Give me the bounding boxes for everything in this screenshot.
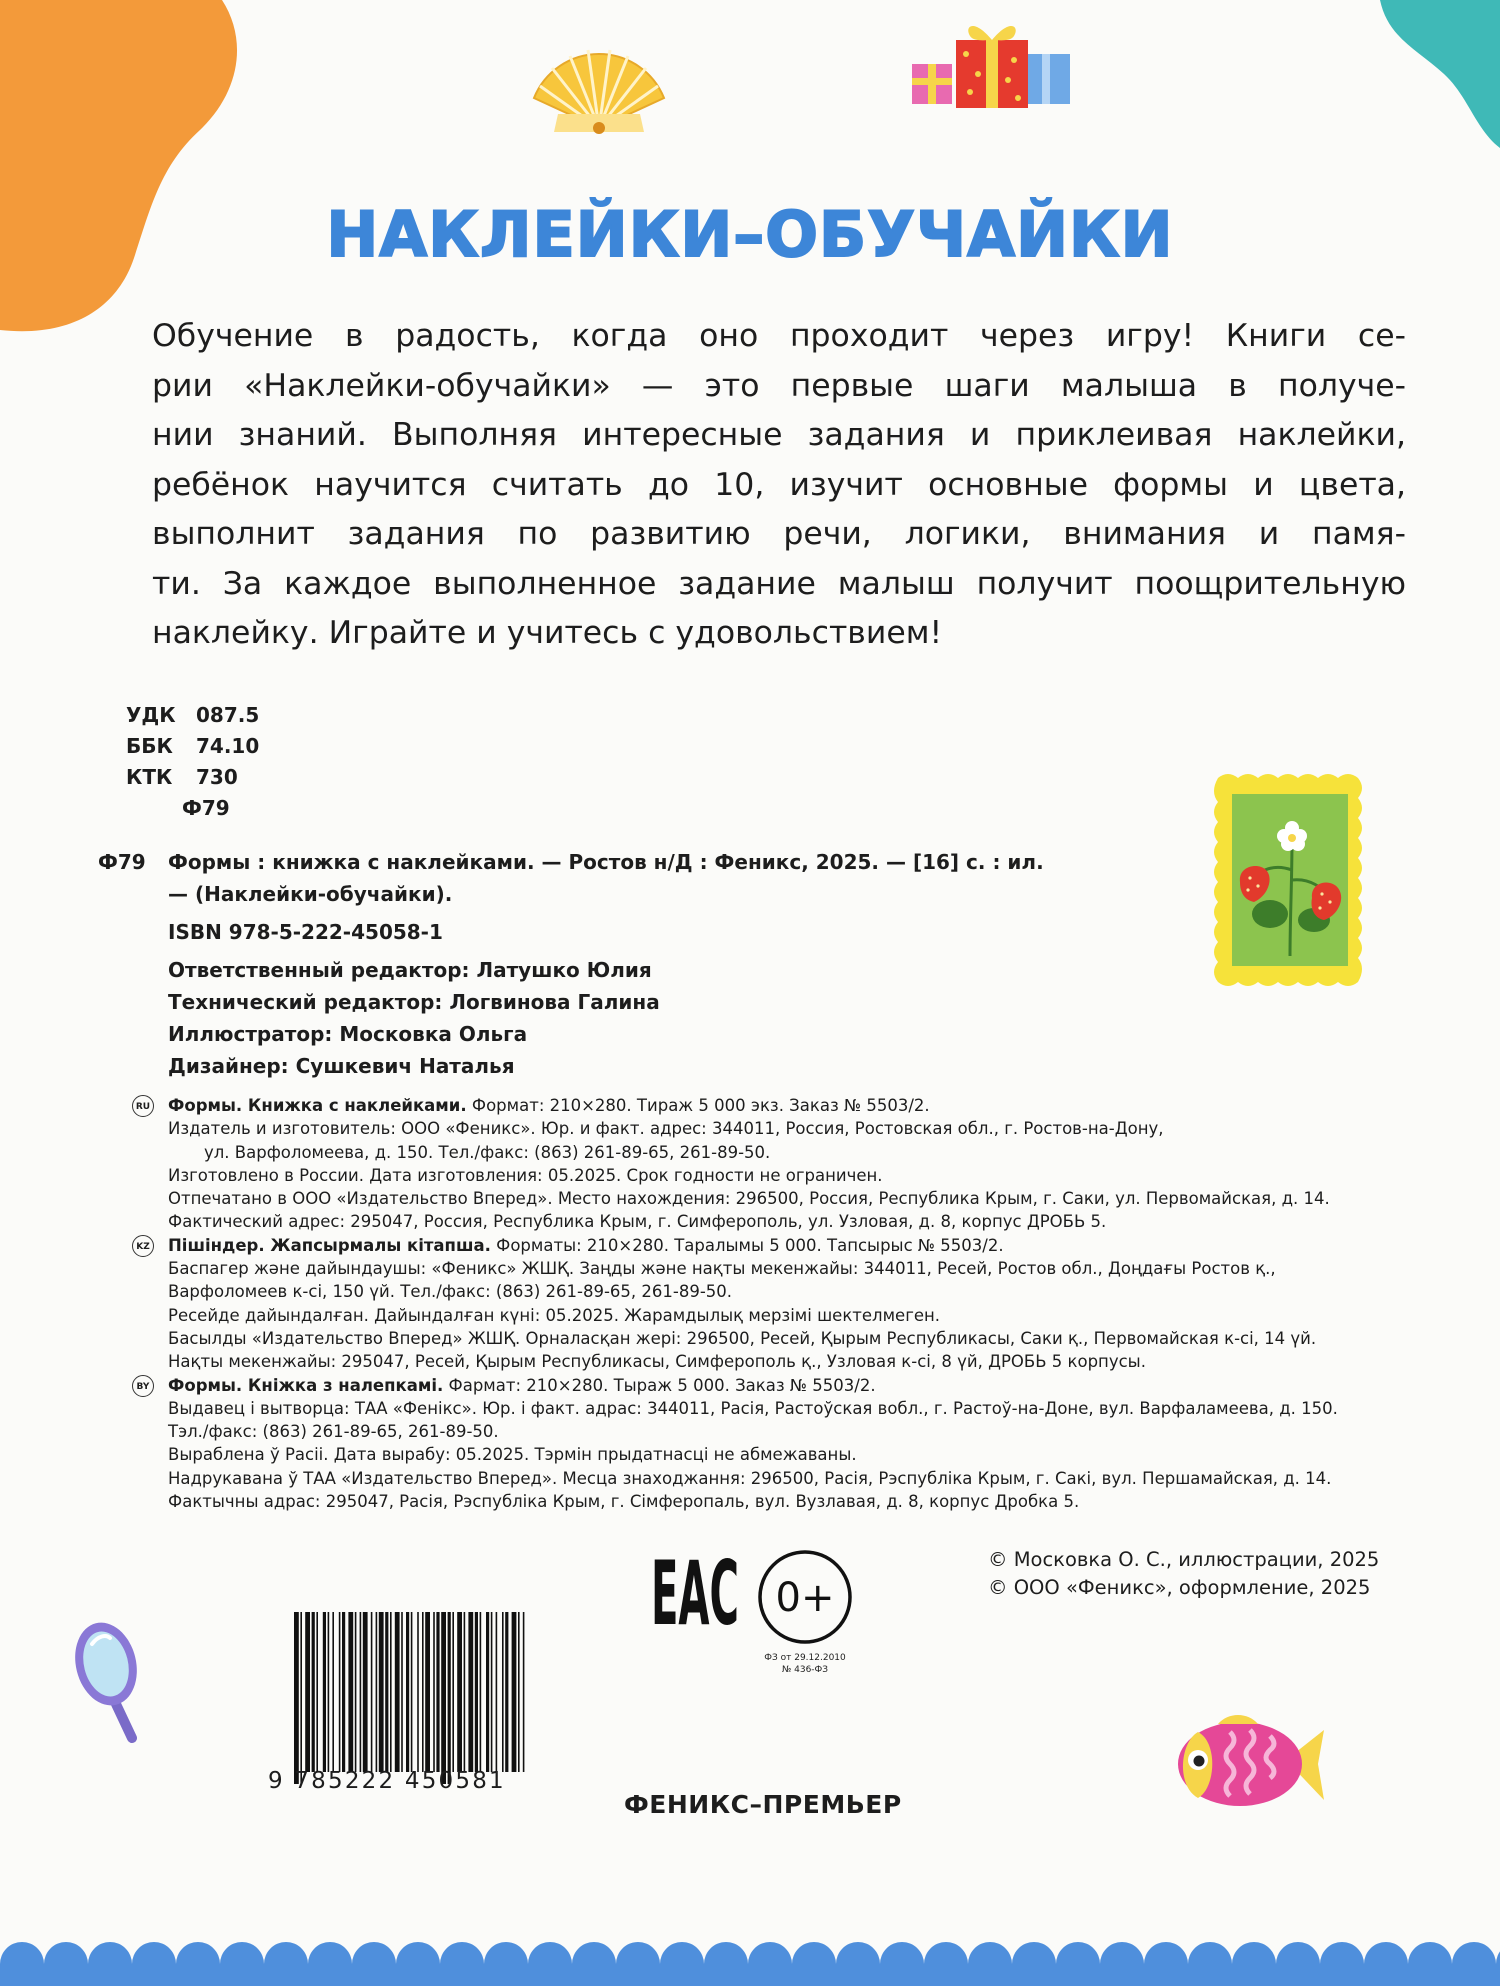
language-badge-ru: RU bbox=[132, 1095, 154, 1117]
imprint-line: Издатель и изготовитель: ООО «Феникс». Юр. и факт. адрес: 344011, Россия, Ростовская обл., г. Ростов-на-Дону, bbox=[168, 1119, 1164, 1139]
imprint-line: Ресейде дайындалған. Дайындалған күні: 05.2025. Жарамдылық мерзімі шектелмеген. bbox=[168, 1305, 941, 1325]
imprint-line: ул. Варфоломеева, д. 150. Тел./факс: (863) 261-89-65, 261-89-50. bbox=[204, 1142, 771, 1162]
ktk-label: КТК bbox=[126, 765, 173, 789]
isbn-barcode bbox=[292, 1612, 528, 1792]
udk-value: 087.5 bbox=[196, 703, 260, 727]
bbk-value: 74.10 bbox=[196, 734, 260, 758]
age-rating-text: 0+ bbox=[775, 1575, 835, 1621]
imprint-title: Формы. Книжка с наклейками. bbox=[168, 1096, 467, 1115]
publisher-logo: ФЕНИКС–ПРЕМЬЕР bbox=[624, 1790, 902, 1819]
hand-mirror-icon bbox=[70, 1614, 150, 1746]
description-line: наклейку. Играйте и учитесь с удовольствием! bbox=[152, 615, 943, 651]
imprint-line: Нақты мекенжайы: 295047, Ресей, Қырым Республикасы, Симферополь қ., Узловая к-сі, 8 үй, ДРОБЬ 5 корпусы. bbox=[168, 1352, 1146, 1372]
biblio-line: Формы : книжка с наклейками. — Ростов н/Д : Феникс, 2025. — [16] с. : ил. bbox=[168, 850, 1044, 874]
bibliographic-record bbox=[98, 846, 1058, 948]
imprint-line: Отпечатано в ООО «Издательство Вперед». Место нахождения: 296500, Россия, Республика Крым, г. Саки, ул. Первомайская, д. 14. bbox=[168, 1189, 1330, 1209]
law-note-line: ФЗ от 29.12.2010 bbox=[764, 1653, 846, 1663]
teal-blob-decoration bbox=[1380, 0, 1500, 150]
bbk-label: ББК bbox=[126, 734, 173, 758]
description-line: рии «Наклейки-обучайки» — это первые шаги малыша в получе- bbox=[152, 367, 1406, 404]
imprint-block bbox=[135, 1094, 1388, 1513]
copyright-notice bbox=[988, 1546, 1379, 1602]
imprint-line: Изготовлено в России. Дата изготовления: 05.2025. Срок годности не ограничен. bbox=[168, 1165, 883, 1185]
imprint-line: Баспагер және дайындаушы: «Феникс» ЖШҚ. Заңды және нақты мекенжайы: 344011, Ресей, Ростов обл., Доңдағы Ростов қ., bbox=[168, 1259, 1276, 1279]
orange-blob-decoration bbox=[0, 0, 260, 340]
imprint-line: Фактычны адрас: 295047, Расія, Рэспубліка Крым, г. Сімферопаль, вул. Вузлавая, д. 8, корпус Дробка 5. bbox=[168, 1492, 1080, 1512]
imprint-line: Выдавец і вытворца: ТАА «Фенікс». Юр. і факт. адрас: 344011, Расія, Растоўская вобл., г. Растоў-на-Доне, вул. Варфаламеева, д. 150. bbox=[168, 1398, 1338, 1418]
series-title: НАКЛЕЙКИ–ОБУЧАЙКИ bbox=[326, 198, 1174, 271]
imprint-line: Тэл./факс: (863) 261-89-65, 261-89-50. bbox=[168, 1422, 499, 1442]
isbn: ISBN 978-5-222-45058-1 bbox=[168, 920, 443, 944]
credit-line: Технический редактор: Логвинова Галина bbox=[168, 990, 660, 1014]
gift-boxes-icon bbox=[908, 14, 1076, 110]
biblio-line: — (Наклейки-обучайки). bbox=[168, 882, 453, 906]
barcode-digits: 9 785222 450581 bbox=[268, 1768, 506, 1794]
imprint-ru bbox=[135, 1094, 1388, 1234]
language-badge-by: BY bbox=[132, 1375, 154, 1397]
credit-line: Иллюстратор: Московка Ольга bbox=[168, 1022, 528, 1046]
eac-mark: ЕАС bbox=[651, 1546, 739, 1632]
imprint-line: Варфоломеев к-сі, 150 үй. Тел./факс: (863) 261-89-65, 261-89-50. bbox=[168, 1282, 733, 1302]
imprint-title-rest: Формат: 210×280. Тираж 5 000 экз. Заказ № 5503/2. bbox=[466, 1096, 930, 1115]
imprint-title-rest: Форматы: 210×280. Таралымы 5 000. Тапсырыс № 5503/2. bbox=[490, 1235, 1004, 1255]
copyright-line: © ООО «Феникс», оформление, 2025 bbox=[988, 1576, 1371, 1599]
description-line: ребёнок научится считать до 10, изучит основные формы и цвета, bbox=[152, 466, 1406, 503]
strawberry-stamp-icon bbox=[1210, 770, 1370, 990]
description-line: нии знаний. Выполняя интересные задания и приклеивая наклейки, bbox=[152, 417, 1406, 453]
imprint-title: Пішіндер. Жапсырмалы кітапша. bbox=[168, 1235, 491, 1255]
imprint-line: Фактический адрес: 295047, Россия, Республика Крым, г. Симферополь, ул. Узловая, д. 8, корпус ДРОБЬ 5. bbox=[168, 1212, 1107, 1232]
credit-line: Ответственный редактор: Латушко Юлия bbox=[168, 958, 652, 982]
udk-label: УДК bbox=[126, 703, 176, 727]
credit-line: Дизайнер: Сушкевич Наталья bbox=[168, 1054, 515, 1078]
imprint-title-rest: Фармат: 210×280. Тыраж 5 000. Заказ № 5503/2. bbox=[443, 1375, 876, 1395]
biblio-mark: Ф79 bbox=[98, 850, 146, 874]
credits bbox=[168, 954, 660, 1082]
law-note-line: № 436-ФЗ bbox=[781, 1665, 829, 1675]
copyright-line: © Московка О. С., иллюстрации, 2025 bbox=[988, 1548, 1380, 1571]
description-line: Обучение в радость, когда оно проходит через игру! Книги се- bbox=[152, 318, 1406, 354]
scalloped-border-decoration bbox=[0, 1934, 1500, 1986]
series-description bbox=[152, 312, 1406, 659]
description-line: выполнит задания по развитию речи, логики, внимания и памя- bbox=[152, 516, 1406, 552]
fish-icon bbox=[1168, 1708, 1328, 1818]
classification-codes bbox=[126, 700, 259, 824]
imprint-line: Выраблена ў Расіі. Дата вырабу: 05.2025. Тэрмін прыдатнасці не абмежаваны. bbox=[168, 1445, 857, 1465]
imprint-line: Басылды «Издательство Вперед» ЖШҚ. Орналасқан жері: 296500, Ресей, Қырым Республикасы, Саки қ., Первомайская к-сі, 14 үй. bbox=[168, 1328, 1317, 1348]
eac-mark-icon bbox=[650, 1546, 740, 1632]
age-rating-badge bbox=[756, 1548, 854, 1646]
description-line: ти. За каждое выполненное задание малыш получит поощрительную bbox=[152, 565, 1406, 602]
imprint-by bbox=[136, 1374, 1388, 1514]
imprint-title: Формы. Кніжка з налепкамі. bbox=[168, 1375, 444, 1395]
author-mark: Ф79 bbox=[182, 796, 230, 820]
imprint-kz bbox=[136, 1234, 1388, 1374]
fan-icon bbox=[528, 36, 670, 136]
ktk-value: 730 bbox=[196, 765, 238, 789]
imprint-line: Надрукавана ў ТАА «Издательство Вперед». Месца знаходжання: 296500, Расія, Рэспубліка Крым, г. Сакі, вул. Першамайская, д. 14. bbox=[168, 1468, 1332, 1488]
law-note bbox=[756, 1652, 854, 1676]
language-badge-kz: KZ bbox=[132, 1235, 154, 1257]
